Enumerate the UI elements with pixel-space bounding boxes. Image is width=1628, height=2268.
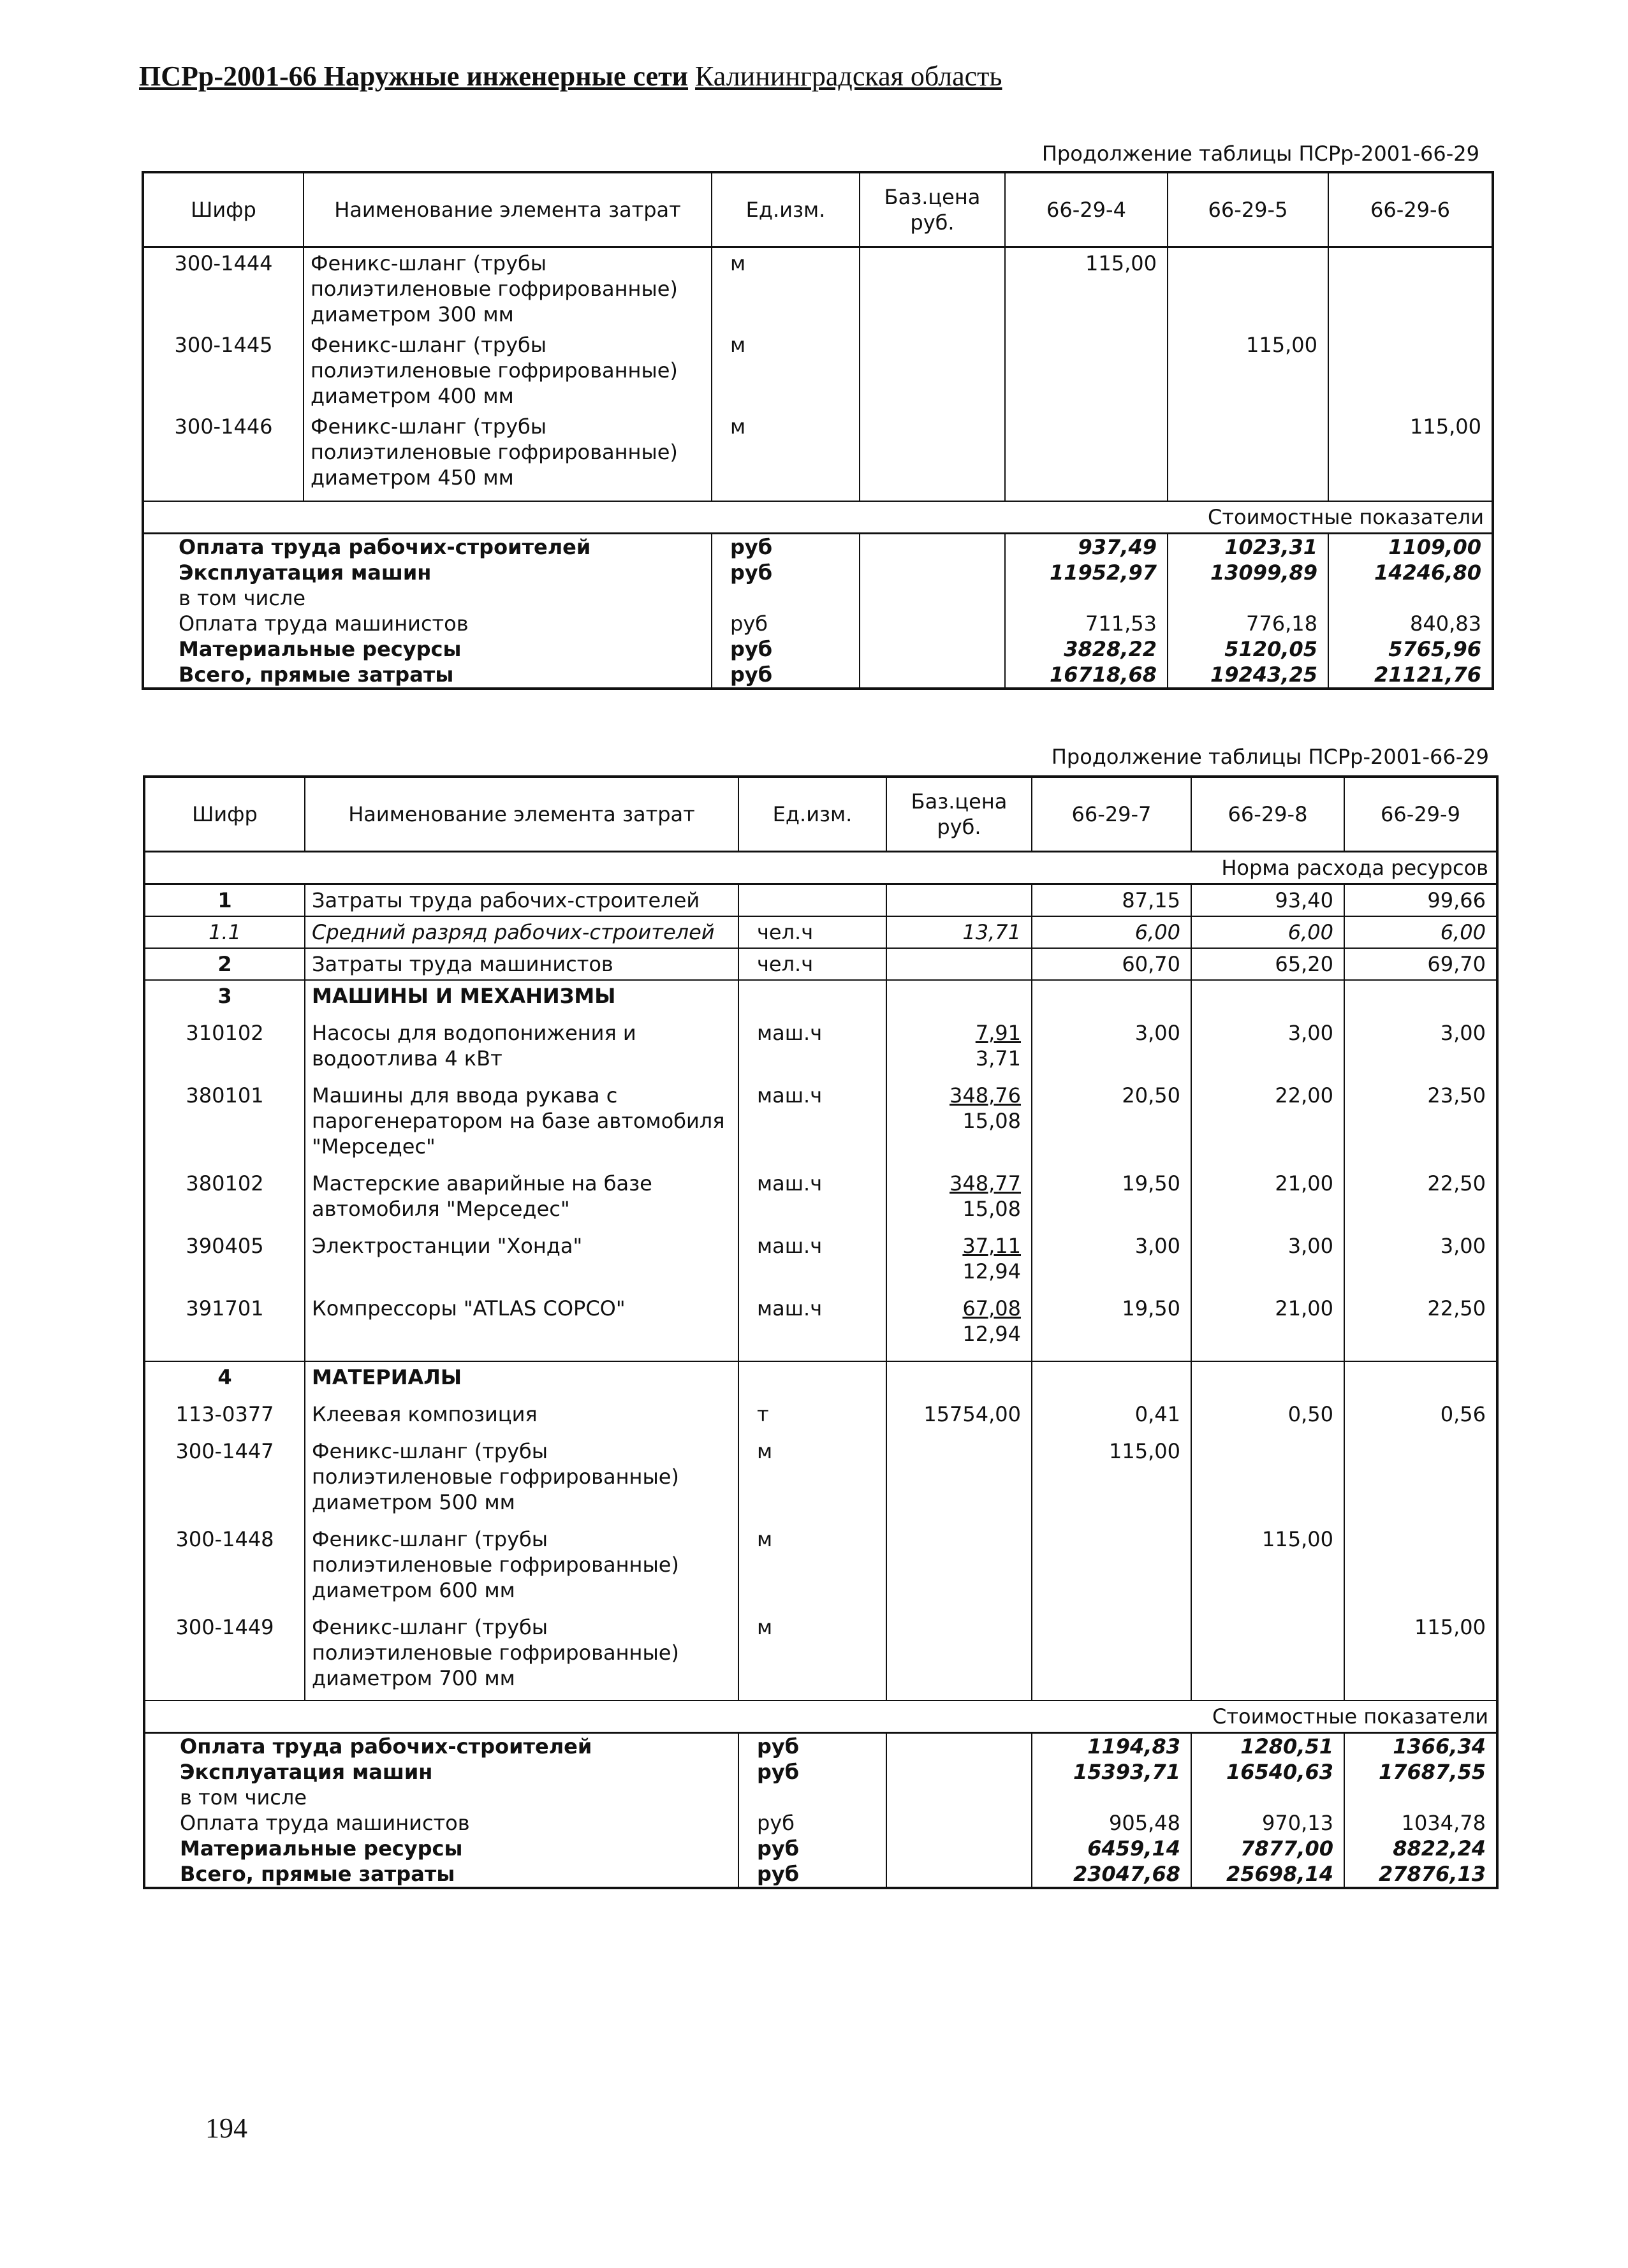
row-price xyxy=(886,1168,1032,1231)
summary-value: 1034,78 xyxy=(1344,1810,1497,1836)
summary-label: Оплата труда машинистов xyxy=(180,1811,470,1835)
table-row xyxy=(144,1018,1497,1080)
summary-unit: руб xyxy=(738,1810,886,1836)
summary-row xyxy=(143,636,1493,662)
row-name: Феникс-шланг (трубы полиэтиленовые гофрированные) диаметром 500 мм xyxy=(305,1436,738,1524)
row-value xyxy=(1168,247,1328,330)
table-row xyxy=(144,884,1497,917)
summary-row xyxy=(143,585,1493,611)
row-value: 65,20 xyxy=(1191,948,1344,980)
row-code: 380102 xyxy=(186,1171,264,1196)
price-value: 7,91 xyxy=(975,1021,1021,1045)
summary-empty xyxy=(860,611,1005,636)
table-row xyxy=(143,330,1493,411)
row-value xyxy=(1191,980,1344,1018)
row-price xyxy=(886,1018,1032,1080)
row-name: Затраты труда машинистов xyxy=(305,948,738,980)
section-label: Стоимостные показатели xyxy=(144,1701,1497,1733)
table-row xyxy=(144,1524,1497,1612)
row-value xyxy=(1191,1361,1344,1399)
row-code: 390405 xyxy=(186,1234,264,1258)
table-row xyxy=(144,1361,1497,1399)
column-header: Наименование элемента затрат xyxy=(304,172,712,247)
row-value: 22,50 xyxy=(1344,1293,1497,1361)
summary-value: 17687,55 xyxy=(1344,1759,1497,1785)
price-secondary: 15,08 xyxy=(962,1109,1021,1133)
row-unit: маш.ч xyxy=(738,1168,886,1231)
price-secondary: 12,94 xyxy=(962,1259,1021,1284)
row-price xyxy=(860,330,1005,411)
table2 xyxy=(143,775,1499,1889)
header-region: Калининградская область xyxy=(695,61,1002,92)
summary-value: 5120,05 xyxy=(1168,636,1328,662)
summary-row xyxy=(144,1810,1497,1836)
row-price xyxy=(886,1293,1032,1361)
summary-value xyxy=(1191,1785,1344,1810)
row-value: 6,00 xyxy=(1344,916,1497,948)
row-value xyxy=(1344,1524,1497,1612)
row-value: 87,15 xyxy=(1032,884,1191,917)
row-name: Феникс-шланг (трубы полиэтиленовые гофрированные) диаметром 600 мм xyxy=(305,1524,738,1612)
row-value xyxy=(1344,1436,1497,1524)
column-header: 66-29-8 xyxy=(1191,777,1344,852)
summary-value: 7877,00 xyxy=(1191,1836,1344,1861)
row-value: 0,56 xyxy=(1344,1399,1497,1436)
row-value: 19,50 xyxy=(1032,1168,1191,1231)
summary-unit: руб xyxy=(712,534,860,560)
row-price xyxy=(886,948,1032,980)
column-header: Баз.цена руб. xyxy=(886,777,1032,852)
table-row xyxy=(144,1612,1497,1701)
price-value: 37,11 xyxy=(962,1234,1021,1258)
row-value xyxy=(1032,1612,1191,1701)
summary-value: 1023,31 xyxy=(1168,534,1328,560)
price-value: 13,71 xyxy=(962,920,1021,944)
summary-value: 21121,76 xyxy=(1328,662,1493,689)
summary-label: Оплата труда машинистов xyxy=(179,611,469,636)
column-header: 66-29-6 xyxy=(1328,172,1493,247)
row-value: 115,00 xyxy=(1005,247,1168,330)
table-row xyxy=(144,1231,1497,1293)
row-price xyxy=(886,1231,1032,1293)
row-value: 3,00 xyxy=(1032,1018,1191,1080)
row-value xyxy=(1191,1612,1344,1701)
row-value: 3,00 xyxy=(1191,1231,1344,1293)
summary-empty xyxy=(860,662,1005,689)
column-header: 66-29-7 xyxy=(1032,777,1191,852)
table-row xyxy=(144,980,1497,1018)
summary-value: 1109,00 xyxy=(1328,534,1493,560)
row-code: 300-1448 xyxy=(175,1527,274,1551)
cost-section-row xyxy=(144,1701,1497,1733)
summary-value xyxy=(1328,585,1493,611)
price-value: 67,08 xyxy=(962,1296,1021,1321)
row-code: 310102 xyxy=(186,1021,264,1045)
row-price xyxy=(860,411,1005,501)
summary-value: 11952,97 xyxy=(1005,560,1168,585)
row-price xyxy=(886,916,1032,948)
row-value: 3,00 xyxy=(1191,1018,1344,1080)
row-price xyxy=(886,1361,1032,1399)
row-unit xyxy=(738,884,886,917)
price-value: 348,76 xyxy=(950,1083,1021,1108)
row-value: 21,00 xyxy=(1191,1293,1344,1361)
summary-unit: руб xyxy=(712,662,860,689)
row-name: Феникс-шланг (трубы полиэтиленовые гофрированные) диаметром 700 мм xyxy=(305,1612,738,1701)
summary-empty xyxy=(886,1759,1032,1785)
row-value: 99,66 xyxy=(1344,884,1497,917)
summary-value: 905,48 xyxy=(1032,1810,1191,1836)
summary-unit: руб xyxy=(712,611,860,636)
summary-label: Оплата труда рабочих-строителей xyxy=(180,1734,592,1759)
row-value: 3,00 xyxy=(1344,1231,1497,1293)
row-code: 2 xyxy=(144,948,305,980)
row-unit xyxy=(738,1361,886,1399)
page-header xyxy=(139,62,1002,91)
row-code: 1 xyxy=(217,888,232,912)
row-code: 300-1447 xyxy=(175,1439,274,1463)
summary-value: 776,18 xyxy=(1168,611,1328,636)
summary-value: 1280,51 xyxy=(1191,1733,1344,1760)
row-value: 60,70 xyxy=(1032,948,1191,980)
table-row xyxy=(144,1168,1497,1231)
row-value xyxy=(1191,1436,1344,1524)
summary-unit: руб xyxy=(712,636,860,662)
row-unit: чел.ч xyxy=(738,948,886,980)
row-name: Мастерские аварийные на базе автомобиля "Мерседес" xyxy=(305,1168,738,1231)
row-value: 6,00 xyxy=(1191,916,1344,948)
row-code: 300-1445 xyxy=(174,333,273,357)
summary-row xyxy=(144,1861,1497,1888)
row-value: 20,50 xyxy=(1032,1080,1191,1168)
row-value xyxy=(1032,980,1191,1018)
row-unit: маш.ч xyxy=(738,1080,886,1168)
summary-value: 1366,34 xyxy=(1344,1733,1497,1760)
summary-label: Эксплуатация машин xyxy=(179,560,432,585)
row-code: 300-1446 xyxy=(174,414,273,439)
summary-value: 1194,83 xyxy=(1032,1733,1191,1760)
row-code: 113-0377 xyxy=(175,1402,274,1426)
summary-value xyxy=(1005,585,1168,611)
summary-row xyxy=(144,1759,1497,1785)
row-unit: м xyxy=(712,247,860,330)
summary-empty xyxy=(886,1785,1032,1810)
summary-value: 27876,13 xyxy=(1344,1861,1497,1888)
column-header: 66-29-5 xyxy=(1168,172,1328,247)
price-secondary: 12,94 xyxy=(962,1322,1021,1346)
column-header: Шифр xyxy=(143,172,304,247)
header-row xyxy=(143,172,1493,247)
price-value: 15754,00 xyxy=(923,1402,1021,1426)
summary-empty xyxy=(886,1861,1032,1888)
header-code: ПСРр-2001-66 Наружные инженерные сети xyxy=(139,61,689,92)
summary-empty xyxy=(886,1810,1032,1836)
row-name: Феникс-шланг (трубы полиэтиленовые гофрированные) диаметром 300 мм xyxy=(304,247,712,330)
row-unit: т xyxy=(738,1399,886,1436)
summary-label: в том числе xyxy=(179,586,305,610)
summary-value: 23047,68 xyxy=(1032,1861,1191,1888)
table1-continuation: Продолжение таблицы ПСРр-2001-66-29 xyxy=(1041,142,1479,166)
row-value xyxy=(1328,247,1493,330)
summary-unit: руб xyxy=(738,1733,886,1760)
row-value: 3,00 xyxy=(1032,1231,1191,1293)
row-name: Машины для ввода рукава с парогенератором на базе автомобиля "Мерседес" xyxy=(305,1080,738,1168)
row-unit xyxy=(738,980,886,1018)
row-value: 115,00 xyxy=(1032,1436,1191,1524)
summary-unit xyxy=(738,1785,886,1810)
summary-value: 3828,22 xyxy=(1005,636,1168,662)
summary-row xyxy=(143,560,1493,585)
price-secondary: 3,71 xyxy=(975,1046,1021,1071)
row-unit: маш.ч xyxy=(738,1293,886,1361)
row-code: 300-1449 xyxy=(175,1615,274,1639)
row-value xyxy=(1005,411,1168,501)
row-code: 391701 xyxy=(186,1296,264,1321)
row-price xyxy=(886,1524,1032,1612)
summary-label: Всего, прямые затраты xyxy=(180,1862,455,1886)
page-number: 194 xyxy=(205,2112,247,2144)
row-value: 115,00 xyxy=(1344,1612,1497,1701)
row-name: Насосы для водопонижения и водоотлива 4 кВт xyxy=(305,1018,738,1080)
row-name: Клеевая композиция xyxy=(305,1399,738,1436)
row-unit: м xyxy=(738,1436,886,1524)
row-name: Электростанции "Хонда" xyxy=(305,1231,738,1293)
row-code: 4 xyxy=(144,1361,305,1399)
row-value: 19,50 xyxy=(1032,1293,1191,1361)
row-value: 3,00 xyxy=(1344,1018,1497,1080)
row-code: 300-1444 xyxy=(174,251,273,275)
summary-value: 15393,71 xyxy=(1032,1759,1191,1785)
price-secondary: 15,08 xyxy=(962,1197,1021,1221)
summary-value: 16540,63 xyxy=(1191,1759,1344,1785)
summary-value: 19243,25 xyxy=(1168,662,1328,689)
row-value: 115,00 xyxy=(1168,330,1328,411)
row-value xyxy=(1005,330,1168,411)
summary-value: 840,83 xyxy=(1328,611,1493,636)
summary-value: 937,49 xyxy=(1005,534,1168,560)
column-header: Ед.изм. xyxy=(738,777,886,852)
row-value: 0,41 xyxy=(1032,1399,1191,1436)
summary-unit: руб xyxy=(712,560,860,585)
row-unit: чел.ч xyxy=(738,916,886,948)
row-price xyxy=(886,1399,1032,1436)
row-unit: м xyxy=(738,1612,886,1701)
summary-row xyxy=(144,1836,1497,1861)
summary-value: 6459,14 xyxy=(1032,1836,1191,1861)
row-unit: м xyxy=(738,1524,886,1612)
summary-value xyxy=(1344,1785,1497,1810)
row-value: 21,00 xyxy=(1191,1168,1344,1231)
column-header: Наименование элемента затрат xyxy=(305,777,738,852)
column-header: Шифр xyxy=(144,777,305,852)
summary-row xyxy=(144,1785,1497,1810)
row-price xyxy=(886,884,1032,917)
table-row xyxy=(144,1293,1497,1361)
summary-value: 14246,80 xyxy=(1328,560,1493,585)
summary-row xyxy=(143,611,1493,636)
column-header: 66-29-9 xyxy=(1344,777,1497,852)
summary-label: Эксплуатация машин xyxy=(180,1760,433,1784)
summary-empty xyxy=(860,636,1005,662)
row-value xyxy=(1344,980,1497,1018)
summary-empty xyxy=(886,1836,1032,1861)
table-row xyxy=(144,948,1497,980)
section-label: Стоимостные показатели xyxy=(143,501,1493,534)
row-value: 23,50 xyxy=(1344,1080,1497,1168)
summary-label: Материальные ресурсы xyxy=(179,637,462,661)
summary-value: 970,13 xyxy=(1191,1810,1344,1836)
summary-label: Оплата труда рабочих-строителей xyxy=(179,535,591,559)
table-row xyxy=(144,1080,1497,1168)
summary-value xyxy=(1032,1785,1191,1810)
row-value xyxy=(1328,330,1493,411)
summary-value: 8822,24 xyxy=(1344,1836,1497,1861)
row-unit: маш.ч xyxy=(738,1018,886,1080)
row-value: 115,00 xyxy=(1328,411,1493,501)
column-header: Баз.цена руб. xyxy=(860,172,1005,247)
row-price xyxy=(886,1612,1032,1701)
summary-value: 5765,96 xyxy=(1328,636,1493,662)
row-name: Компрессоры "ATLAS COPCO" xyxy=(305,1293,738,1361)
row-value xyxy=(1032,1524,1191,1612)
row-value: 93,40 xyxy=(1191,884,1344,917)
row-value: 69,70 xyxy=(1344,948,1497,980)
row-name: Затраты труда рабочих-строителей xyxy=(305,884,738,917)
table2-continuation: Продолжение таблицы ПСРр-2001-66-29 xyxy=(1051,745,1489,769)
summary-row xyxy=(143,662,1493,689)
row-name: Средний разряд рабочих-строителей xyxy=(305,916,738,948)
row-value: 22,50 xyxy=(1344,1168,1497,1231)
table-row xyxy=(143,411,1493,501)
row-value: 0,50 xyxy=(1191,1399,1344,1436)
summary-empty xyxy=(886,1733,1032,1760)
column-header: 66-29-4 xyxy=(1005,172,1168,247)
summary-value: 13099,89 xyxy=(1168,560,1328,585)
summary-empty xyxy=(860,534,1005,560)
table-row xyxy=(144,1399,1497,1436)
summary-value: 25698,14 xyxy=(1191,1861,1344,1888)
summary-empty xyxy=(860,560,1005,585)
table1 xyxy=(142,171,1494,690)
column-header: Ед.изм. xyxy=(712,172,860,247)
summary-value xyxy=(1168,585,1328,611)
row-code: 3 xyxy=(144,980,305,1018)
table2-body xyxy=(144,777,1497,1888)
table-row xyxy=(144,1436,1497,1524)
summary-unit xyxy=(712,585,860,611)
row-value: 22,00 xyxy=(1191,1080,1344,1168)
summary-unit: руб xyxy=(738,1759,886,1785)
row-code: 1.1 xyxy=(144,916,305,948)
row-value xyxy=(1168,411,1328,501)
row-value: 115,00 xyxy=(1191,1524,1344,1612)
summary-row xyxy=(144,1733,1497,1760)
row-name: МАШИНЫ И МЕХАНИЗМЫ xyxy=(305,980,738,1018)
summary-value: 16718,68 xyxy=(1005,662,1168,689)
summary-unit: руб xyxy=(738,1861,886,1888)
table-row xyxy=(144,916,1497,948)
row-price xyxy=(886,980,1032,1018)
row-name: Феникс-шланг (трубы полиэтиленовые гофрированные) диаметром 450 мм xyxy=(304,411,712,501)
header-row xyxy=(144,777,1497,852)
summary-unit: руб xyxy=(738,1836,886,1861)
summary-value: 711,53 xyxy=(1005,611,1168,636)
row-unit: маш.ч xyxy=(738,1231,886,1293)
row-value: 6,00 xyxy=(1032,916,1191,948)
row-value xyxy=(1032,1361,1191,1399)
cost-section-row xyxy=(143,501,1493,534)
row-price xyxy=(860,247,1005,330)
summary-row xyxy=(143,534,1493,560)
summary-empty xyxy=(860,585,1005,611)
norm-section-row xyxy=(144,852,1497,884)
summary-label: Материальные ресурсы xyxy=(180,1836,463,1861)
section-label: Норма расхода ресурсов xyxy=(144,852,1497,884)
row-value xyxy=(1344,1361,1497,1399)
row-unit: м xyxy=(712,411,860,501)
table-row xyxy=(143,247,1493,330)
summary-label: Всего, прямые затраты xyxy=(179,662,454,687)
table1-body xyxy=(143,172,1493,689)
price-value: 348,77 xyxy=(950,1171,1021,1196)
row-name: Феникс-шланг (трубы полиэтиленовые гофрированные) диаметром 400 мм xyxy=(304,330,712,411)
row-code: 380101 xyxy=(186,1083,264,1108)
row-unit: м xyxy=(712,330,860,411)
summary-label: в том числе xyxy=(180,1785,307,1810)
row-price xyxy=(886,1436,1032,1524)
row-name: МАТЕРИАЛЫ xyxy=(305,1361,738,1399)
row-price xyxy=(886,1080,1032,1168)
